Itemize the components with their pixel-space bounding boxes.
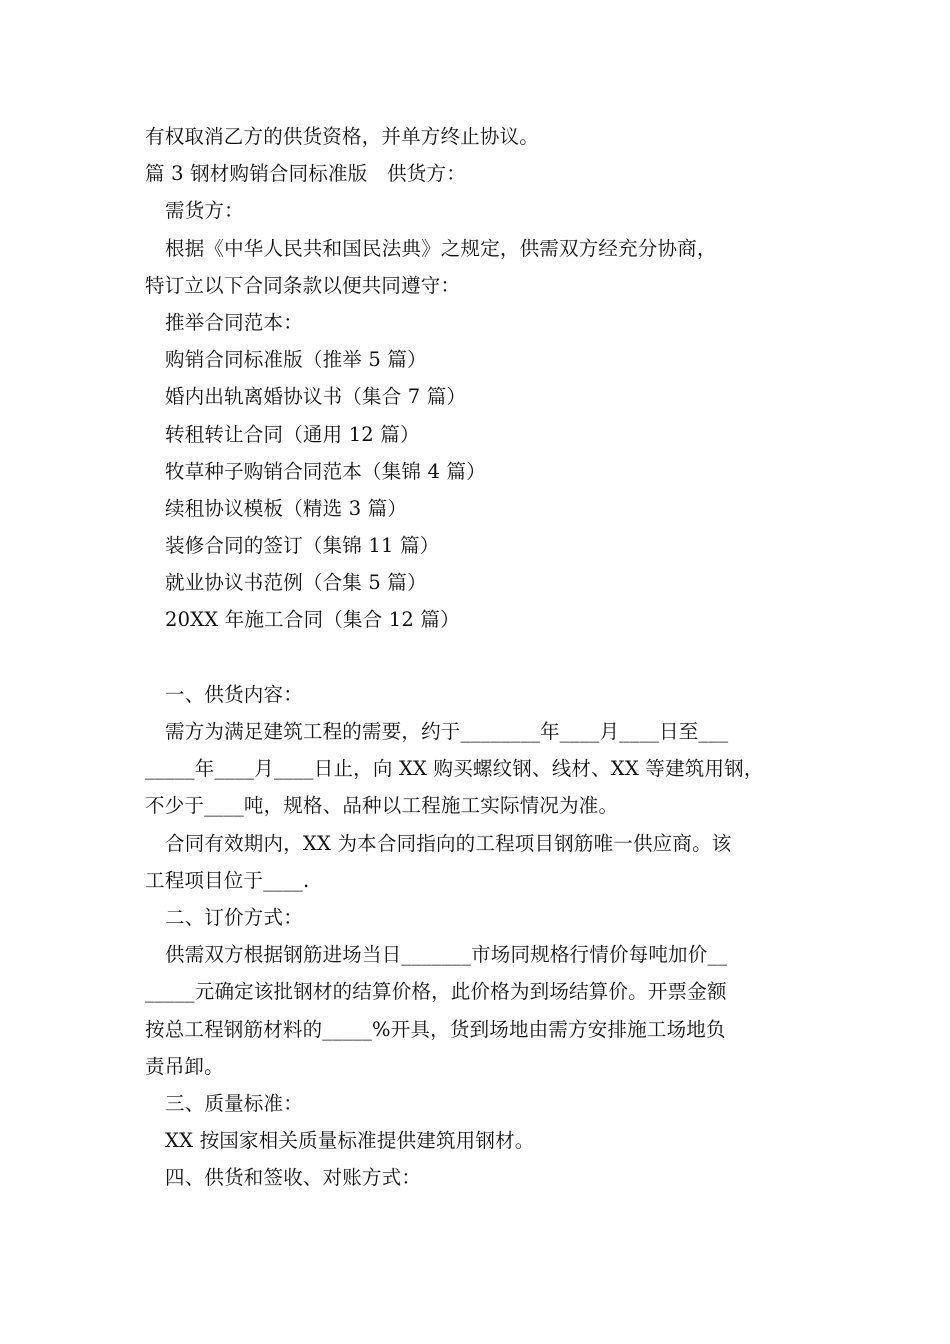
list-item: 牧草种子购销合同范本（集锦 4 篇） (165, 459, 486, 483)
paragraph-line: 工程项目位于____. (145, 868, 310, 892)
list-heading: 推举合同范本： (165, 310, 303, 334)
document-page (145, 118, 815, 1196)
list-item: 转租转让合同（通用 12 篇） (165, 422, 420, 446)
paragraph-line: 不少于____吨，规格、品种以工程施工实际情况为准。 (145, 794, 619, 818)
paragraph-line: 特订立以下合同条款以便共同遵守： (145, 273, 461, 297)
list-item: 婚内出轨离婚协议书（集合 7 篇） (165, 385, 467, 409)
text-line: 需货方： (165, 199, 244, 223)
list-item: 就业协议书范例（合集 5 篇） (165, 571, 427, 595)
paragraph-line: XX 按国家相关质量标准提供建筑用钢材。 (165, 1129, 535, 1153)
section-heading: 四、供货和签收、对账方式： (165, 1166, 422, 1190)
section-heading: 三、质量标准： (165, 1091, 303, 1115)
paragraph-line: 按总工程钢筋材料的_____%开具，货到场地由需方安排施工场地负 (145, 1017, 726, 1041)
paragraph-line: 供需双方根据钢筋进场当日_______市场同规格行情价每吨加价__ (165, 943, 728, 967)
paragraph-line: 责吊卸。 (145, 1054, 224, 1078)
paragraph-line: _____年____月____日止，向 XX 购买螺纹钢、线材、XX 等建筑用钢， (145, 757, 764, 781)
list-item: 购销合同标准版（推举 5 篇） (165, 348, 427, 372)
paragraph-line: 合同有效期内，XX 为本合同指向的工程项目钢筋唯一供应商。该 (165, 831, 732, 855)
list-item: 20XX 年施工合同（集合 12 篇） (165, 608, 460, 632)
list-item: 装修合同的签订（集锦 11 篇） (165, 534, 440, 558)
section-heading: 二、订价方式： (165, 905, 303, 929)
list-item: 续租协议模板（精选 3 篇） (165, 496, 408, 520)
blank-line (145, 639, 815, 676)
section-heading: 篇 3 钢材购销合同标准版 供货方： (145, 162, 466, 186)
paragraph-line: 需方为满足建筑工程的需要，约于________年____月____日至___ (165, 720, 729, 743)
paragraph-line: _____元确定该批钢材的结算价格，此价格为到场结算价。开票金额 (145, 980, 727, 1004)
text-line: 有权取消乙方的供货资格，并单方终止协议。 (145, 125, 540, 148)
section-heading: 一、供货内容： (165, 682, 303, 706)
paragraph-line: 根据《中华人民共和国民法典》之规定，供需双方经充分协商， (165, 236, 717, 260)
